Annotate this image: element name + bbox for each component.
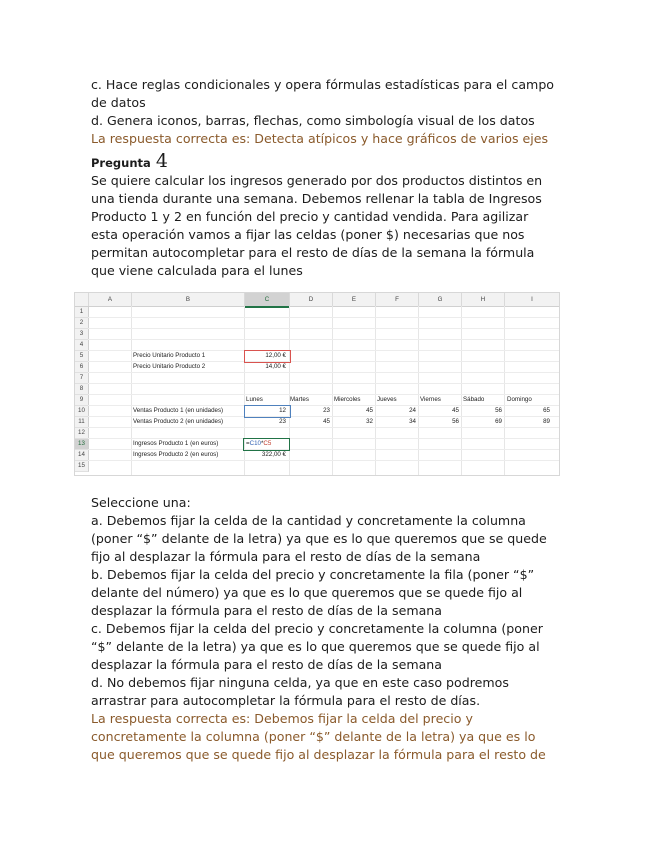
cell-value: 56 [452, 418, 459, 425]
option-a-line: fijo al desplazar la fórmula para el resto de días de la semana [91, 549, 481, 564]
option-c-line: desplazar la fórmula para el resto de días de la semana [91, 657, 443, 672]
document-page [91, 76, 571, 280]
cell-value: 65 [543, 407, 550, 414]
row-header: 5 [75, 351, 89, 362]
question-line: que viene calculada para el lunes [91, 263, 303, 278]
cell-value: 23 [279, 418, 286, 425]
question-line: una tienda durante una semana. Debemos rellenar la tabla de Ingresos [91, 191, 542, 206]
row-header: 9 [75, 395, 89, 406]
option-c-text-cont: de datos [91, 95, 146, 110]
correct-answer-q4 [91, 710, 571, 764]
cell-c14: 322,00 € [261, 451, 286, 458]
row-header: 15 [75, 461, 89, 472]
question-line: Se quiere calcular los ingresos generado por dos productos distintos en [91, 173, 543, 188]
day-header: Viernes [420, 396, 441, 403]
column-header-selected: C [245, 293, 290, 308]
cell-c13-formula [246, 439, 271, 449]
row-header: 12 [75, 428, 89, 439]
column-header: I [505, 293, 560, 306]
cell-value: 24 [409, 407, 416, 414]
answer-option-b[interactable] [91, 566, 571, 620]
option-c-line: c. Debemos fijar la celda del precio y concretamente la columna (poner [91, 621, 543, 636]
cell-c5: 12,00 € [265, 352, 286, 359]
day-header: Domingo [507, 396, 532, 403]
correct-answer-line: concretamente la columna (poner “$” delante de la letra) ya que es lo [91, 729, 536, 744]
row-header: 8 [75, 384, 89, 395]
column-header: H [462, 293, 505, 306]
formula-ref-c10: C10 [249, 440, 261, 447]
option-b-line: b. Debemos fijar la celda del precio y concretamente la fila (poner “$” [91, 567, 535, 582]
row-header: 1 [75, 307, 89, 318]
column-header: G [419, 293, 462, 306]
option-d-text: d. Genera iconos, barras, flechas, como simbología visual de los datos [91, 113, 535, 128]
row-header: 11 [75, 417, 89, 428]
day-header: Lunes [246, 396, 263, 403]
day-header: Jueves [377, 396, 397, 403]
question-text [91, 172, 571, 280]
cell-value: 89 [543, 418, 550, 425]
question-label: Pregunta [91, 156, 151, 170]
correct-answer-q3: La respuesta correcta es: Detecta atípicos y hace gráficos de varios ejes [91, 131, 549, 146]
cell-b6: Precio Unitario Producto 2 [133, 363, 206, 370]
cell-c6: 14,00 € [265, 363, 286, 370]
day-header: Miercoles [334, 396, 361, 403]
option-b-line: delante del número) ya que es lo que queremos que se quede fijo al [91, 585, 523, 600]
column-header: D [290, 293, 333, 306]
correct-answer-line: La respuesta correcta es: Debemos fijar la celda del precio y [91, 711, 473, 726]
column-header: A [89, 293, 132, 306]
option-d-line: d. No debemos fijar ninguna celda, ya que en este caso podremos [91, 675, 509, 690]
option-c-line: “$” delante de la letra) ya que es lo que queremos que se quede fijo al [91, 639, 540, 654]
option-a-line: a. Debemos fijar la celda de la cantidad y concretamente la columna [91, 513, 526, 528]
column-header: B [132, 293, 245, 306]
row-header: 3 [75, 329, 89, 340]
column-header: F [376, 293, 419, 306]
option-c-text: c. Hace reglas condicionales y opera fórmulas estadísticas para el campo [91, 77, 555, 92]
corner-cell [75, 293, 89, 306]
option-a-line: (poner “$” delante de la letra) ya que es lo que queremos que se quede [91, 531, 547, 546]
cell-value: 69 [495, 418, 502, 425]
row-header: 7 [75, 373, 89, 384]
question-line: Producto 1 y 2 en función del precio y cantidad vendida. Para agilizar [91, 209, 529, 224]
question-line: permitan autocompletar para el resto de días de la semana la fórmula [91, 245, 535, 260]
cell-value: 45 [452, 407, 459, 414]
cell-b14: Ingresos Producto 2 (en euros) [133, 451, 219, 458]
row-header: 6 [75, 362, 89, 373]
formula-op: * [260, 440, 264, 447]
cell-value: 12 [279, 407, 286, 414]
spreadsheet-image [74, 292, 560, 476]
row-header: 4 [75, 340, 89, 351]
question-line: esta operación vamos a fijar las celdas (poner $) necesarias que nos [91, 227, 525, 242]
cell-value: 32 [366, 418, 373, 425]
cell-b13: Ingresos Producto 1 (en euros) [133, 440, 219, 447]
answer-option-d[interactable] [91, 674, 571, 710]
row-header: 14 [75, 450, 89, 461]
cell-b11: Ventas Producto 2 (en unidades) [133, 418, 224, 425]
formula-ref-c5: C5 [263, 440, 272, 447]
option-b-line: desplazar la fórmula para el resto de días de la semana [91, 603, 443, 618]
cell-value: 23 [323, 407, 330, 414]
row-header: 10 [75, 406, 89, 417]
cell-b5: Precio Unitario Producto 1 [133, 352, 206, 359]
answer-option-c[interactable] [91, 620, 571, 674]
answers-block [91, 494, 571, 764]
cell-value: 45 [366, 407, 373, 414]
day-header: Sábado [463, 396, 485, 403]
select-prompt: Seleccione una: [91, 495, 191, 510]
cell-b10: Ventas Producto 1 (en unidades) [133, 407, 224, 414]
option-d-line: arrastrar para autocompletar la fórmula para el resto de días. [91, 693, 481, 708]
correct-answer-line: que queremos que se quede fijo al desplazar la fórmula para el resto de [91, 747, 546, 762]
formula-eq: = [246, 440, 250, 447]
cell-value: 45 [323, 418, 330, 425]
column-header: E [333, 293, 376, 306]
row-header: 2 [75, 318, 89, 329]
day-header: Martes [290, 396, 309, 403]
question-number: 4 [155, 150, 168, 172]
cell-value: 56 [495, 407, 502, 414]
question-heading [91, 152, 571, 172]
answer-option-a[interactable] [91, 512, 571, 566]
cell-value: 34 [409, 418, 416, 425]
row-header-selected: 13 [75, 439, 89, 450]
